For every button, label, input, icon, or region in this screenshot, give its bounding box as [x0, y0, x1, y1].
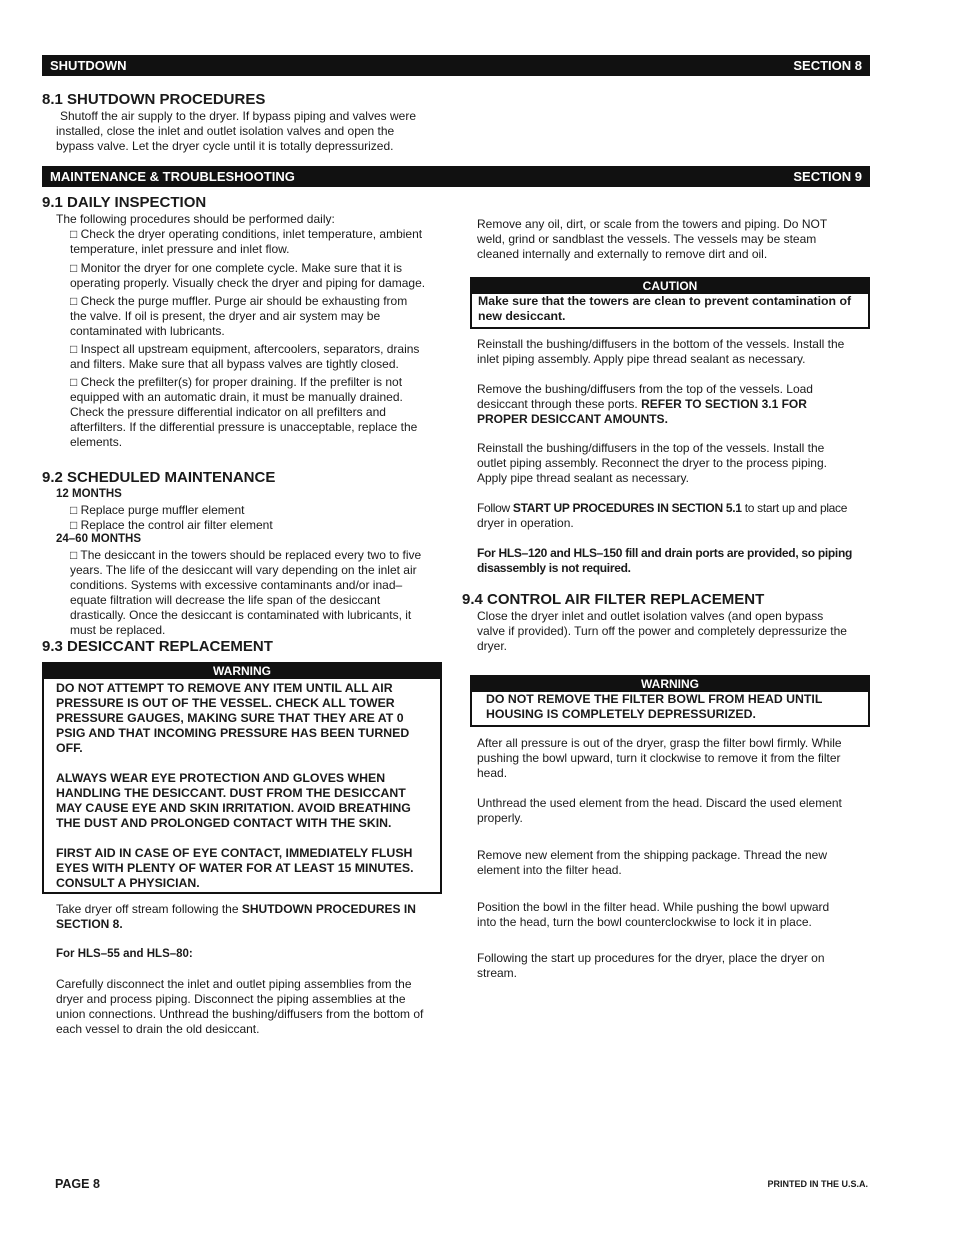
- text-span: desiccant through these ports.: [477, 397, 642, 411]
- text-line: pushing the bowl upward, turn it clockwise to remove it from the filter: [477, 751, 841, 765]
- section-9-header-bar: [42, 166, 870, 187]
- desiccant-replacement-interval: [70, 548, 421, 638]
- text-line: Check the pressure differential indicator on all prefilters and: [70, 405, 386, 419]
- text-line: Unthread the used element from the head. Discard the used element: [477, 796, 842, 810]
- text-line: each vessel to drain the old desiccant.: [56, 1022, 260, 1036]
- new-element-text: [477, 848, 827, 878]
- caution-body: [472, 294, 868, 324]
- page-number: PAGE 8: [55, 1177, 100, 1191]
- text-line: conditions. Systems with excessive contaminants and/or inad–: [70, 578, 403, 592]
- printed-in-usa: PRINTED IN THE U.S.A.: [767, 1179, 868, 1189]
- daily-inspection-item: [70, 342, 419, 372]
- text-span: START UP PROCEDURES IN SECTION 5.1: [512, 501, 742, 515]
- text-line: Close the dryer inlet and outlet isolation valves (and open bypass: [477, 609, 824, 623]
- text-line: DO NOT ATTEMPT TO REMOVE ANY ITEM UNTIL ALL AIR: [56, 681, 393, 695]
- daily-inspection-heading: 9.1 DAILY INSPECTION: [42, 194, 207, 211]
- text-line: HANDLING THE DESICCANT. DUST FROM THE DESICCANT: [56, 786, 406, 800]
- section-8-header-bar: [42, 55, 870, 76]
- text-span: Take dryer off stream following the: [56, 902, 242, 916]
- text-line: new desiccant.: [478, 309, 566, 323]
- text-line: PSIG AND THAT INCOMING PRESSURE HAS BEEN TURNED: [56, 726, 410, 740]
- text-line: dryer in operation.: [477, 516, 574, 530]
- text-span: SHUTDOWN PROCEDURES IN: [241, 902, 416, 916]
- section-8-header-title: SHUTDOWN: [50, 58, 127, 73]
- hls-120-150-note: [477, 546, 852, 576]
- text-span: REFER TO SECTION 3.1 FOR: [641, 397, 807, 411]
- text-line: inlet piping assembly. Apply pipe thread sealant as necessary.: [477, 352, 806, 366]
- load-desiccant-text: [477, 382, 813, 427]
- text-line: Remove the bushing/diffusers from the top of the vessels. Load: [477, 382, 813, 396]
- text-line: elements.: [70, 435, 123, 449]
- text-line: must be replaced.: [70, 623, 166, 637]
- section-8-header-number: SECTION 8: [793, 58, 862, 73]
- text-line: □ Replace purge muffler element: [70, 503, 245, 517]
- text-line: afterfilters. If the differential pressure is unacceptable, replace the: [70, 420, 418, 434]
- daily-inspection-item: [70, 227, 422, 257]
- twelve-months-label: 12 MONTHS: [56, 488, 122, 500]
- text-line: Remove any oil, dirt, or scale from the towers and piping. Do NOT: [477, 217, 828, 231]
- text-line: THE DUST AND PROLONGED CONTACT WITH THE SKIN.: [56, 816, 392, 830]
- text-line: years. The life of the desiccant will vary depending on the inlet air: [70, 563, 417, 577]
- text-line: □ Replace the control air filter element: [70, 518, 273, 532]
- text-line: temperature, inlet pressure and inlet flow.: [70, 242, 290, 256]
- text-line: □ Check the purge muffler. Purge air should be exhausting from: [70, 294, 408, 308]
- warning-paragraph: [56, 681, 428, 756]
- filter-warning-box: [470, 675, 870, 727]
- twelve-months-items: [70, 503, 273, 533]
- text-span: Follow: [477, 501, 513, 515]
- return-to-stream-text: [477, 951, 825, 981]
- remove-oil-text: [477, 217, 827, 262]
- reinstall-top-text: [477, 441, 827, 486]
- text-line: disassembly is not required.: [477, 561, 631, 575]
- warning-body: [44, 679, 440, 893]
- text-line: installed, close the inlet and outlet isolation valves and open the: [56, 124, 395, 138]
- text-line: EYES WITH PLENTY OF WATER FOR AT LEAST 15 MINUTES.: [56, 861, 414, 875]
- text-line: outlet piping assembly. Reconnect the dryer to the process piping.: [477, 456, 827, 470]
- reinstall-bottom-text: [477, 337, 844, 367]
- daily-inspection-item: [70, 375, 417, 450]
- text-line: contaminated with lubricants.: [70, 324, 225, 338]
- disconnect-piping-text: [56, 977, 423, 1037]
- caution-box: [470, 277, 870, 329]
- scheduled-maintenance-heading: 9.2 SCHEDULED MAINTENANCE: [42, 469, 276, 486]
- text-line: □ Check the dryer operating conditions, inlet temperature, ambient: [70, 227, 423, 241]
- text-line: Position the bowl in the filter head. While pushing the bowl upward: [477, 900, 830, 914]
- unthread-element-text: [477, 796, 842, 826]
- control-air-filter-intro: [477, 609, 847, 654]
- text-line: MAY CAUSE EYE AND SKIN IRRITATION. AVOID BREATHING: [56, 801, 411, 815]
- text-line: dryer.: [477, 639, 508, 653]
- warning-label: WARNING: [472, 677, 868, 692]
- long-term-months-label: 24–60 MONTHS: [56, 533, 142, 545]
- off-stream-text: [56, 902, 416, 932]
- follow-startup-text: [477, 501, 847, 531]
- text-line: dryer and process piping. Disconnect the piping assemblies at the: [56, 992, 406, 1006]
- section-9-header-title: MAINTENANCE & TROUBLESHOOTING: [50, 169, 295, 184]
- text-line: After all pressure is out of the dryer, grasp the filter bowl firmly. While: [477, 736, 842, 750]
- text-line: For HLS–120 and HLS–150 fill and drain ports are provided, so piping: [477, 546, 853, 560]
- text-line: □ The desiccant in the towers should be replaced every two to five: [70, 548, 422, 562]
- text-line: CONSULT A PHYSICIAN.: [56, 876, 200, 890]
- desiccant-replacement-heading: 9.3 DESICCANT REPLACEMENT: [42, 638, 273, 655]
- text-line: operating properly. Visually check the dryer and piping for damage.: [70, 276, 426, 290]
- warning-paragraph: [56, 771, 428, 831]
- text-line: union connections. Unthread the bushing/diffusers from the bottom of: [56, 1007, 424, 1021]
- text-line: HOUSING IS COMPLETELY DEPRESSURIZED.: [486, 707, 756, 721]
- remove-bowl-text: [477, 736, 842, 781]
- text-line: element into the filter head.: [477, 863, 622, 877]
- text-line: cleaned internally and externally to remove dirt and oil.: [477, 247, 768, 261]
- desiccant-warning-box: [42, 662, 442, 894]
- position-bowl-text: [477, 900, 829, 930]
- text-line: and filters. Make sure that all bypass valves are tightly closed.: [70, 357, 399, 371]
- daily-inspection-item: [70, 261, 425, 291]
- text-line: DO NOT REMOVE THE FILTER BOWL FROM HEAD UNTIL: [486, 692, 823, 706]
- text-line: equate filtration will decrease the life span of the desiccant: [70, 593, 381, 607]
- text-line: Reinstall the bushing/diffusers in the bottom of the vessels. Install the: [477, 337, 845, 351]
- hls-55-80-label: For HLS–55 and HLS–80:: [56, 948, 193, 960]
- daily-inspection-item: [70, 294, 407, 339]
- text-line: Carefully disconnect the inlet and outlet piping assemblies from the: [56, 977, 412, 991]
- text-line: equipped with an automatic drain, it must be manually drained.: [70, 390, 403, 404]
- text-line: ALWAYS WEAR EYE PROTECTION AND GLOVES WHEN: [56, 771, 386, 785]
- warning-label: WARNING: [44, 664, 440, 679]
- shutdown-procedures-text: [56, 109, 416, 154]
- text-line: Reinstall the bushing/diffusers in the top of the vessels. Install the: [477, 441, 825, 455]
- text-line: □ Inspect all upstream equipment, aftercoolers, separators, drains: [70, 342, 420, 356]
- text-line: Make sure that the towers are clean to prevent contamination of: [478, 294, 852, 308]
- text-line: FIRST AID IN CASE OF EYE CONTACT, IMMEDIATELY FLUSH: [56, 846, 413, 860]
- text-line: PRESSURE IS OUT OF THE VESSEL. CHECK ALL TOWER: [56, 696, 395, 710]
- text-line: valve if provided). Turn off the power and completely depressurize the: [477, 624, 847, 638]
- text-span: to start up and place: [741, 501, 848, 515]
- filter-warning-body: [472, 692, 868, 722]
- text-line: Remove new element from the shipping package. Thread the new: [477, 848, 827, 862]
- text-line: □ Check the prefilter(s) for proper draining. If the prefilter is not: [70, 375, 403, 389]
- text-line: PROPER DESICCANT AMOUNTS.: [477, 412, 668, 426]
- text-line: the valve. If oil is present, the dryer and air system may be: [70, 309, 381, 323]
- control-air-filter-heading: 9.4 CONTROL AIR FILTER REPLACEMENT: [462, 591, 765, 608]
- text-line: Following the start up procedures for the dryer, place the dryer on: [477, 951, 825, 965]
- text-line: SECTION 8.: [56, 917, 123, 931]
- text-line: properly.: [477, 811, 523, 825]
- text-line: weld, grind or sandblast the vessels. The vessels may be steam: [477, 232, 817, 246]
- text-line: drastically. Once the desiccant is contaminated with lubricants, it: [70, 608, 412, 622]
- text-line: into the head, turn the bowl counterclockwise to lock it in place.: [477, 915, 812, 929]
- caution-label: CAUTION: [472, 279, 868, 294]
- section-9-header-number: SECTION 9: [793, 169, 862, 184]
- text-line: Shutoff the air supply to the dryer. If bypass piping and valves were: [60, 109, 416, 123]
- text-line: stream.: [477, 966, 518, 980]
- text-line: Apply pipe thread sealant as necessary.: [477, 471, 689, 485]
- text-line: OFF.: [56, 741, 83, 755]
- text-line: head.: [477, 766, 508, 780]
- text-line: bypass valve. Let the dryer cycle until it is totally depressurized.: [56, 139, 394, 153]
- warning-paragraph: [56, 846, 428, 891]
- daily-inspection-intro: The following procedures should be performed daily:: [56, 212, 335, 226]
- text-line: □ Monitor the dryer for one complete cycle. Make sure that it is: [70, 261, 403, 275]
- text-line: PRESSURE GAUGES, MAKING SURE THAT THEY ARE AT 0: [56, 711, 404, 725]
- shutdown-procedures-heading: 8.1 SHUTDOWN PROCEDURES: [42, 91, 266, 108]
